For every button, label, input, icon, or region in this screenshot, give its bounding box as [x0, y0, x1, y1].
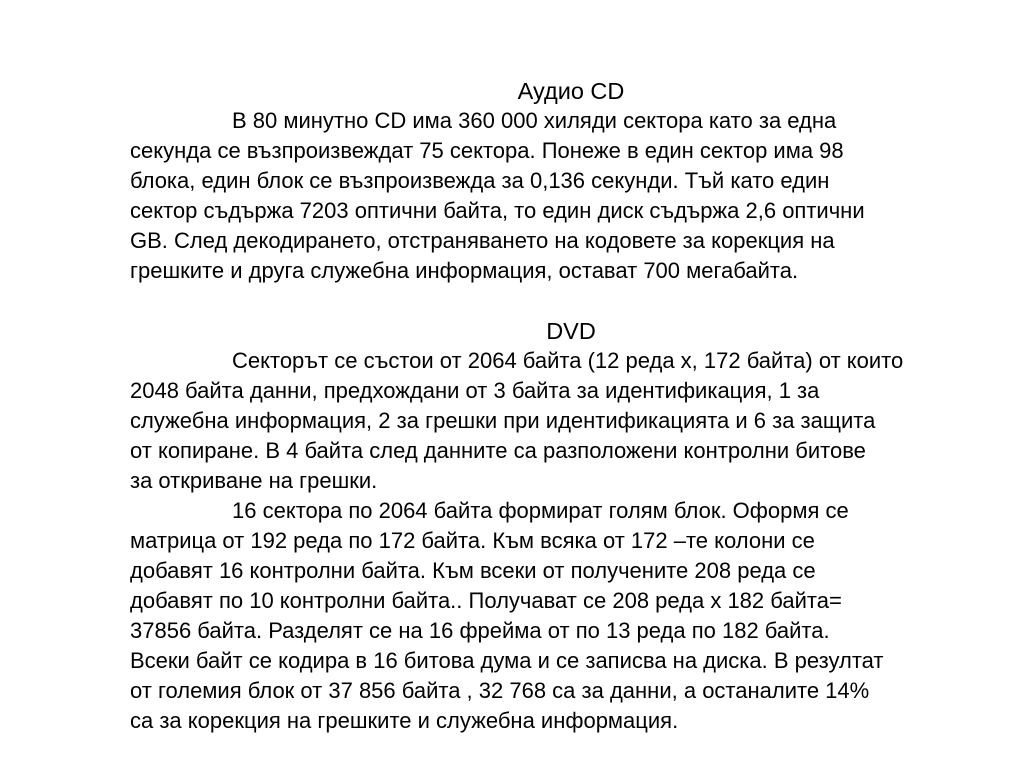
- paragraph-gap: [130, 286, 1020, 316]
- dvd-line: Всеки байт се кодира в 16 битова дума и се записва на диска. В резултат: [130, 648, 884, 673]
- dvd-line: за откриване на грешки.: [130, 468, 378, 493]
- audio-cd-line: GB. След декодирането, отстраняването на кодовете за корекция на: [130, 228, 835, 253]
- audio-cd-paragraph: [130, 106, 1020, 286]
- dvd-paragraph-sector: [130, 346, 1020, 496]
- dvd-paragraph-block: [130, 496, 1020, 736]
- document-page: [130, 76, 1020, 736]
- dvd-heading: DVD: [546, 318, 596, 344]
- dvd-line: служебна информация, 2 за грешки при идентификацията и 6 за защита: [130, 408, 876, 433]
- dvd-line: матрица от 192 реда по 172 байта. Към всяка от 172 –те колони се: [130, 528, 815, 553]
- dvd-line: са за корекция на грешките и служебна информация.: [130, 708, 679, 733]
- audio-cd-line: сектор съдържа 7203 оптични байта, то един диск съдържа 2,6 оптични: [130, 198, 865, 223]
- audio-cd-line: блока, един блок се възпроизвежда за 0,136 секунди. Тъй като един: [130, 168, 830, 193]
- audio-cd-heading: Аудио CD: [517, 78, 625, 104]
- dvd-line: 16 сектора по 2064 байта формират голям блок. Оформя се: [232, 498, 849, 523]
- dvd-line: добавят по 10 контролни байта.. Получават се 208 реда x 182 байта=: [130, 588, 842, 613]
- dvd-line: Секторът се състои от 2064 байта (12 реда x, 172 байта) от които: [232, 348, 904, 373]
- dvd-line: от копиране. В 4 байта след данните са разположени контролни битове: [130, 438, 866, 463]
- audio-cd-line: В 80 минутно CD има 360 000 хиляди сектора като за една: [232, 108, 837, 133]
- dvd-line: добавят 16 контролни байта. Към всеки от получените 208 реда се: [130, 558, 816, 583]
- dvd-line: 2048 байта данни, предхождани от 3 байта за идентификация, 1 за: [130, 378, 820, 403]
- dvd-line: 37856 байта. Разделят се на 16 фрейма от по 13 реда по 182 байта.: [130, 618, 830, 643]
- dvd-line: от големия блок от 37 856 байта , 32 768 са за данни, а останалите 14%: [130, 678, 870, 703]
- audio-cd-line: грешките и друга служебна информация, остават 700 мегабайта.: [130, 258, 799, 283]
- audio-cd-line: секунда се възпроизвеждат 75 сектора. Понеже в един сектор има 98: [130, 138, 844, 163]
